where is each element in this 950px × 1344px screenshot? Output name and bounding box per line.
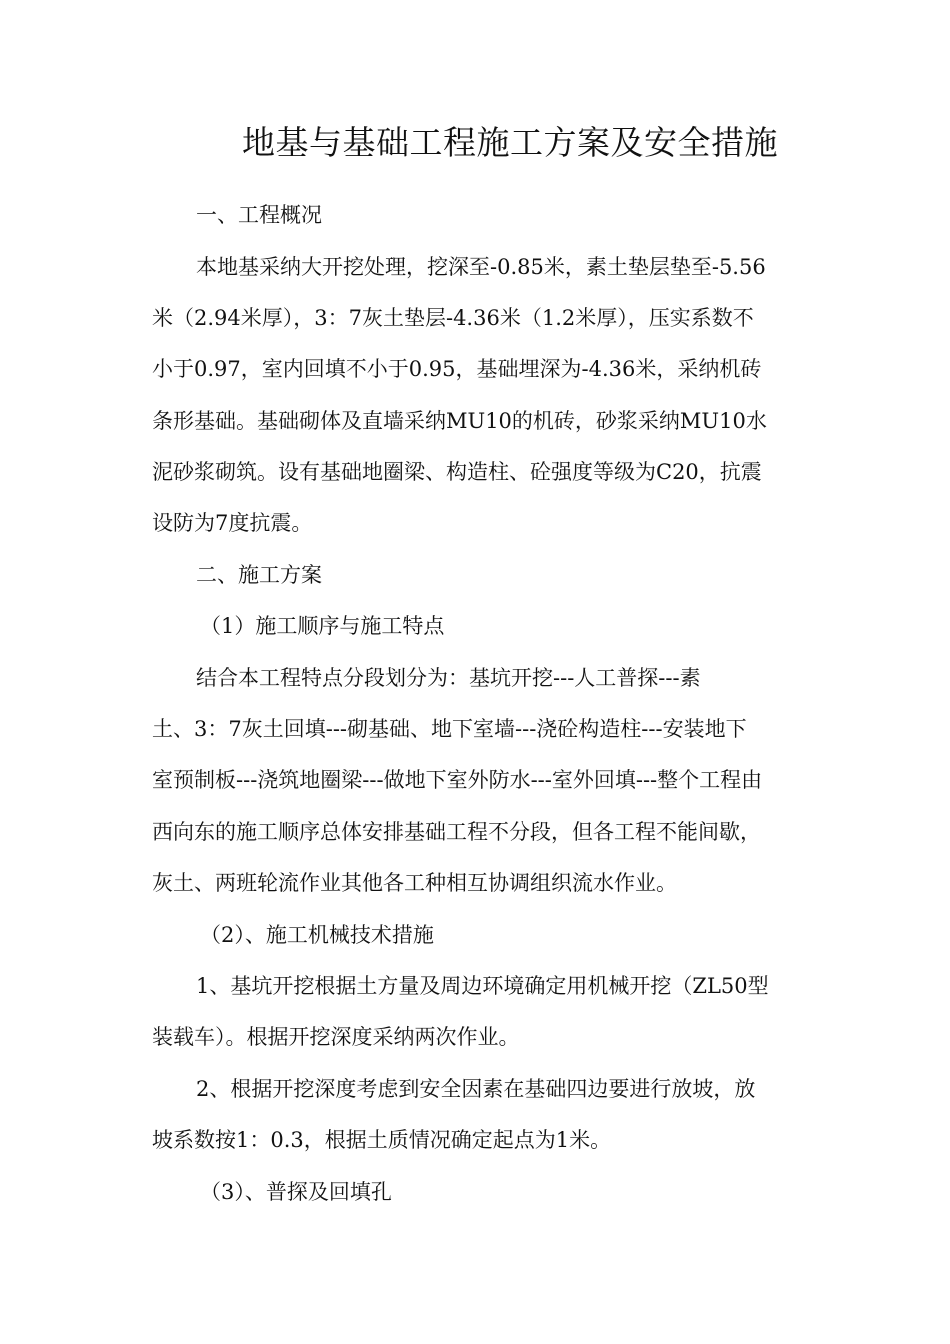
paragraph-line: 2、根据开挖深度考虑到安全因素在基础四边要进行放坡，放 — [196, 1077, 756, 1101]
paragraph-line: 灰土、两班轮流作业其他各工种相互协调组织流水作业。 — [152, 871, 677, 895]
subsection-heading-probing: （3）、普探及回填孔 — [200, 1180, 392, 1204]
paragraph-line: 西向东的施工顺序总体安排基础工程不分段，但各工程不能间歇， — [152, 820, 761, 844]
paragraph-line: 室预制板---浇筑地圈梁---做地下室外防水---室外回填---整个工程由 — [152, 768, 763, 792]
section-heading-overview: 一、工程概况 — [196, 203, 322, 227]
paragraph-line: 本地基采纳大开挖处理，挖深至-0.85米，素土垫层垫至-5.56 — [196, 255, 766, 279]
paragraph-line: 结合本工程特点分段划分为：基坑开挖---人工普探---素 — [196, 666, 701, 690]
paragraph-line: 设防为7度抗震。 — [152, 511, 313, 535]
section-heading-plan: 二、施工方案 — [196, 563, 322, 587]
paragraph-line: 条形基础。基础砌体及直墙采纳MU10的机砖，砂浆采纳MU10水 — [152, 409, 767, 433]
paragraph-line: 土、3：7灰土回填---砌基础、地下室墙---浇砼构造柱---安装地下 — [152, 717, 747, 741]
subsection-heading-sequence: （1）施工顺序与施工特点 — [200, 614, 445, 638]
paragraph-line: 泥砂浆砌筑。设有基础地圈梁、构造柱、砼强度等级为C20，抗震 — [152, 460, 762, 484]
document-title: 地基与基础工程施工方案及安全措施 — [242, 123, 778, 162]
subsection-heading-machinery: （2）、施工机械技术措施 — [200, 923, 434, 947]
paragraph-line: 装载车）。根据开挖深度采纳两次作业。 — [152, 1025, 520, 1049]
paragraph-line: 小于0.97，室内回填不小于0.95，基础埋深为-4.36米，采纳机砖 — [152, 357, 762, 381]
paragraph-line: 1、基坑开挖根据土方量及周边环境确定用机械开挖（ZL50型 — [196, 974, 769, 998]
paragraph-line: 坡系数按1：0.3，根据土质情况确定起点为1米。 — [152, 1128, 612, 1152]
paragraph-line: 米（2.94米厚），3：7灰土垫层-4.36米（1.2米厚），压实系数不 — [152, 306, 754, 330]
